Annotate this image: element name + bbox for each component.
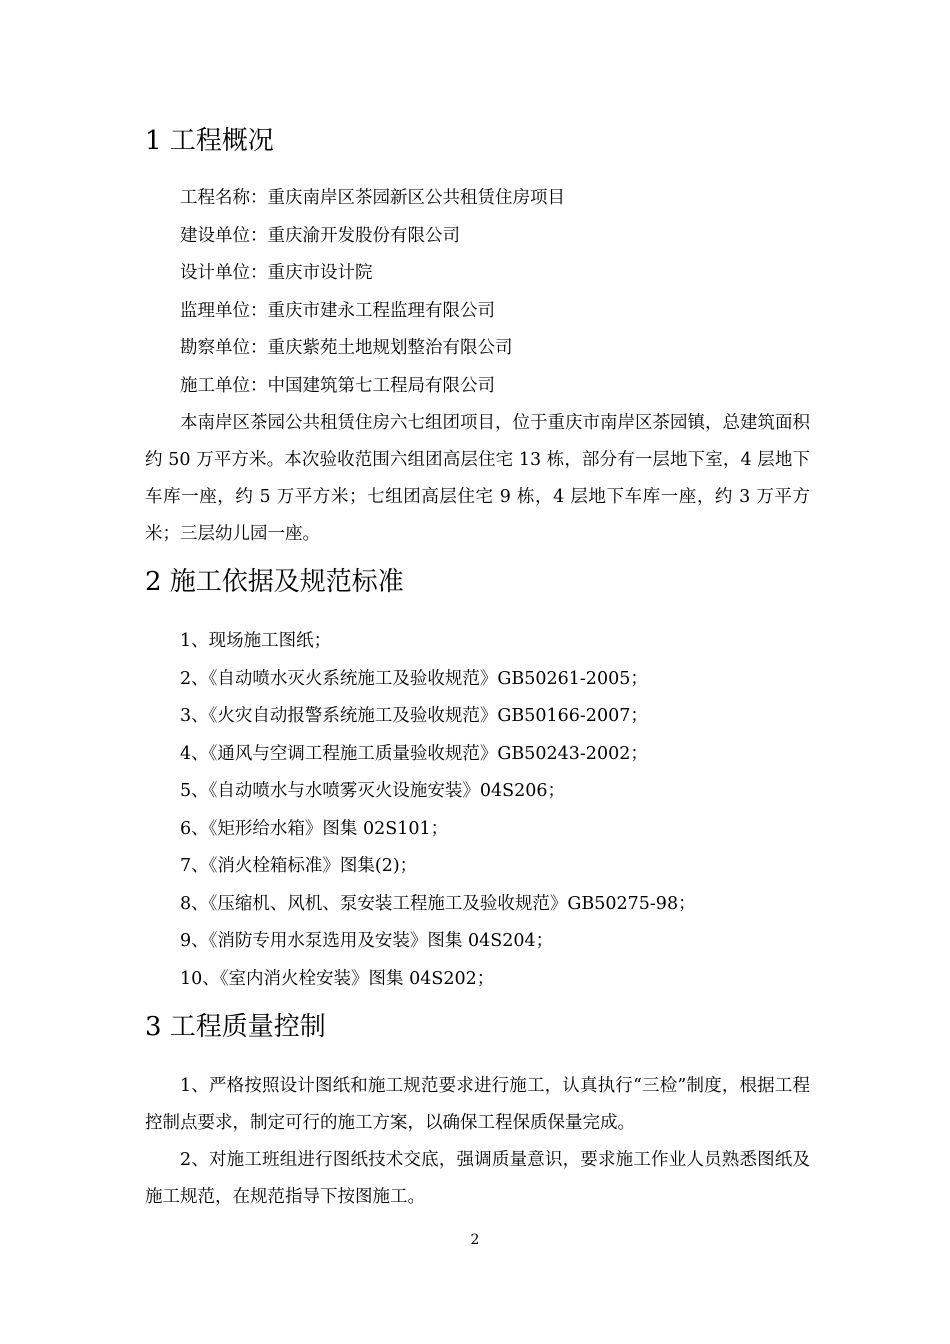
page-number: 2 xyxy=(470,1232,480,1248)
list-item: 5、《自动喷水与水喷雾灭火设施安装》04S206； xyxy=(180,781,566,801)
list-item: 9、《消防专用水泵选用及安装》图集 04S204； xyxy=(180,931,554,951)
page-content xyxy=(145,122,810,1216)
list-item: 1、现场施工图纸； xyxy=(180,631,332,651)
project-overview-paragraph: 本南岸区茶园公共租赁住房六七组团项目，位于重庆市南岸区茶园镇，总建筑面积约 50 万平方米。本次验收范围六组团高层住宅 13 栋，部分有一层地下室，4 层地下车库一座，约 5 万平方米；七组团高层住宅 9 栋，4 层地下车库一座，约 3 万平方米；三层幼儿园一座。 xyxy=(145,413,810,544)
list-item: 4、《通风与空调工程施工质量验收规范》GB50243-2002； xyxy=(180,743,648,764)
section-heading-2: 2 施工依据及规范标准 xyxy=(145,567,404,597)
list-item: 2、《自动喷水灭火系统施工及验收规范》GB50261-2005； xyxy=(180,668,648,689)
section-heading-1: 1 工程概况 xyxy=(145,126,274,156)
field-contractor: 施工单位：中国建筑第七工程局有限公司 xyxy=(180,375,495,396)
field-supervisor: 监理单位：重庆市建永工程监理有限公司 xyxy=(180,300,495,321)
field-surveyor: 勘察单位：重庆紫苑土地规划整治有限公司 xyxy=(180,338,513,358)
quality-paragraph-2: 2、对施工班组进行图纸技术交底，强调质量意识，要求施工作业人员熟悉图纸及施工规范，在规范指导下按图施工。 xyxy=(145,1150,810,1207)
list-item: 10、《室内消火栓安装》图集 04S202； xyxy=(180,968,495,989)
list-item: 3、《火灾自动报警系统施工及验收规范》GB50166-2007； xyxy=(180,706,648,726)
field-project-name: 工程名称：重庆南岸区茶园新区公共租赁住房项目 xyxy=(180,188,565,208)
list-item: 8、《压缩机、风机、泵安装工程施工及验收规范》GB50275-98； xyxy=(180,893,696,914)
field-developer: 建设单位：重庆渝开发股份有限公司 xyxy=(180,225,460,246)
list-item: 7、《消火栓箱标准》图集(2)； xyxy=(180,856,418,876)
quality-paragraph-1: 1、严格按照设计图纸和施工规范要求进行施工，认真执行“三检”制度，根据工程控制点要求，制定可行的施工方案，以确保工程保质保量完成。 xyxy=(145,1076,810,1133)
section-heading-3: 3 工程质量控制 xyxy=(145,1012,326,1042)
field-designer: 设计单位：重庆市设计院 xyxy=(180,263,373,283)
list-item: 6、《矩形给水箱》图集 02S101； xyxy=(180,818,449,839)
